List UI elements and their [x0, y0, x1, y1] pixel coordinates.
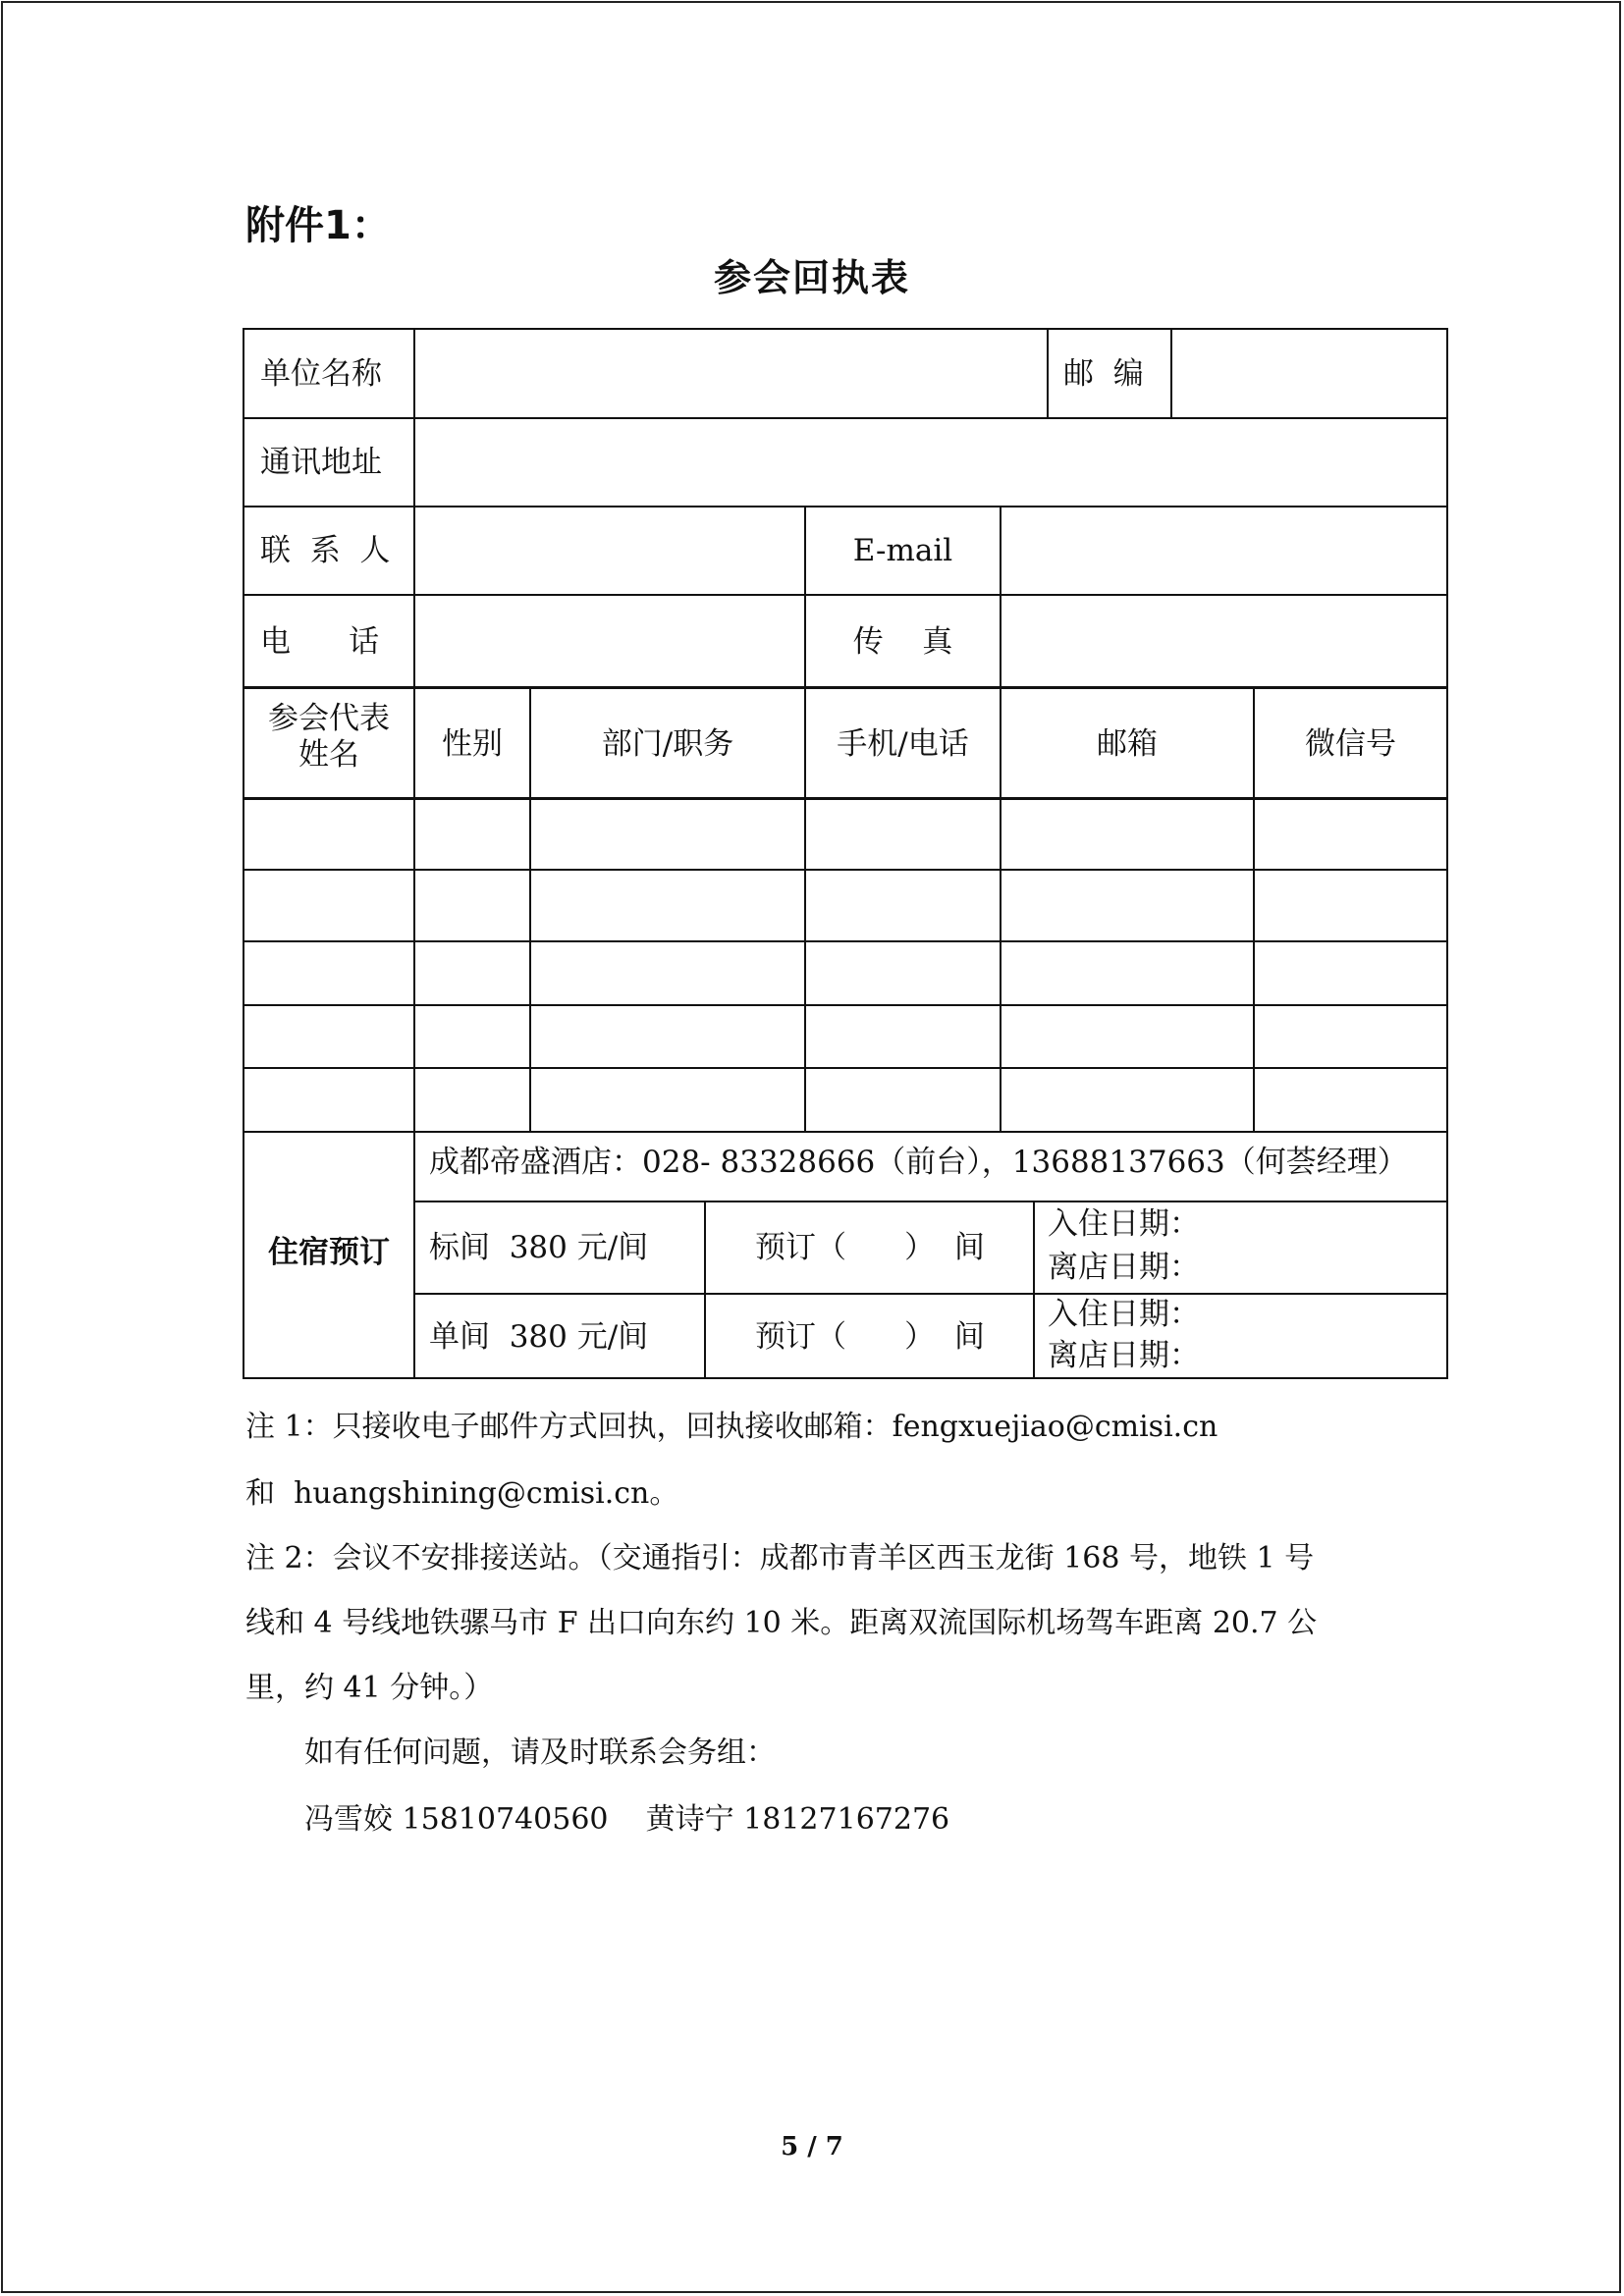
mobile-header: 手机/电话 [837, 726, 969, 762]
col-divider [413, 330, 415, 1377]
gender-header: 性别 [442, 726, 503, 762]
phone-label: 电 话 [260, 624, 380, 660]
single-room-checkout: 离店日期： [1048, 1338, 1200, 1373]
contact-person-label: 联 系 人 [260, 533, 391, 568]
single-room-type: 单间 380 元/间 [429, 1319, 649, 1355]
row-divider [244, 1004, 1446, 1006]
row-divider [244, 686, 1446, 689]
postcode-label: 邮 编 [1063, 356, 1144, 392]
col-divider [1170, 330, 1172, 417]
address-label: 通讯地址 [260, 445, 382, 480]
registration-form-table [243, 328, 1448, 1379]
standard-room-booking: 预订（ ） 间 [755, 1230, 985, 1265]
mailbox-header: 邮箱 [1097, 726, 1158, 762]
standard-room-checkout: 离店日期： [1048, 1250, 1200, 1285]
note-1-line-2: 和 huangshining@cmisi.cn。 [245, 1476, 679, 1511]
row-divider [244, 417, 1446, 419]
single-room-booking: 预订（ ） 间 [755, 1319, 985, 1355]
row-divider [244, 1067, 1446, 1069]
note-2-line-2: 线和 4 号线地铁骡马市 F 出口向东约 10 米。距离双流国际机场驾车距离 20.7 公 [245, 1606, 1318, 1640]
wechat-header: 微信号 [1305, 726, 1396, 762]
row-divider [244, 869, 1446, 871]
fax-label: 传 真 [852, 624, 953, 660]
col-divider [1033, 1201, 1035, 1377]
col-divider [1000, 506, 1001, 1131]
contact-intro: 如有任何问题，请及时联系会务组： [304, 1735, 776, 1770]
col-divider [704, 1201, 706, 1377]
row-divider [244, 1131, 1446, 1133]
note-2-line-3: 里，约 41 分钟。） [245, 1671, 494, 1705]
attendee-name-header-line2: 姓名 [298, 737, 359, 774]
note-2-line-1: 注 2：会议不安排接送站。（交通指引：成都市青羊区西玉龙街 168 号，地铁 1 号 [245, 1541, 1315, 1575]
standard-room-checkin: 入住日期： [1048, 1206, 1200, 1242]
attachment-label: 附件1： [245, 203, 391, 248]
contact-persons: 冯雪姣 15810740560 黄诗宁 18127167276 [304, 1802, 950, 1837]
col-divider [1047, 330, 1049, 417]
row-divider [413, 1293, 1446, 1295]
org-name-label: 单位名称 [260, 356, 382, 392]
row-divider [413, 1201, 1446, 1202]
page-title: 参会回执表 [713, 255, 910, 299]
row-divider [244, 940, 1446, 942]
attendee-name-header [244, 701, 413, 774]
attendee-name-header-line1: 参会代表 [268, 701, 390, 736]
single-room-checkin: 入住日期： [1048, 1297, 1200, 1332]
email-label: E-mail [852, 533, 953, 568]
row-divider [244, 797, 1446, 800]
row-divider [244, 506, 1446, 507]
department-header: 部门/职务 [601, 726, 734, 762]
lodging-label: 住宿预订 [268, 1235, 390, 1270]
col-divider [804, 506, 806, 1131]
standard-room-type: 标间 380 元/间 [429, 1230, 649, 1265]
page-number: 5 / 7 [781, 2132, 843, 2162]
row-divider [244, 594, 1446, 596]
hotel-info: 成都帝盛酒店：028- 83328666（前台），13688137663（何荟经理） [429, 1145, 1408, 1180]
note-1-line-1: 注 1：只接收电子邮件方式回执，回执接收邮箱：fengxuejiao@cmisi.cn [245, 1410, 1218, 1444]
